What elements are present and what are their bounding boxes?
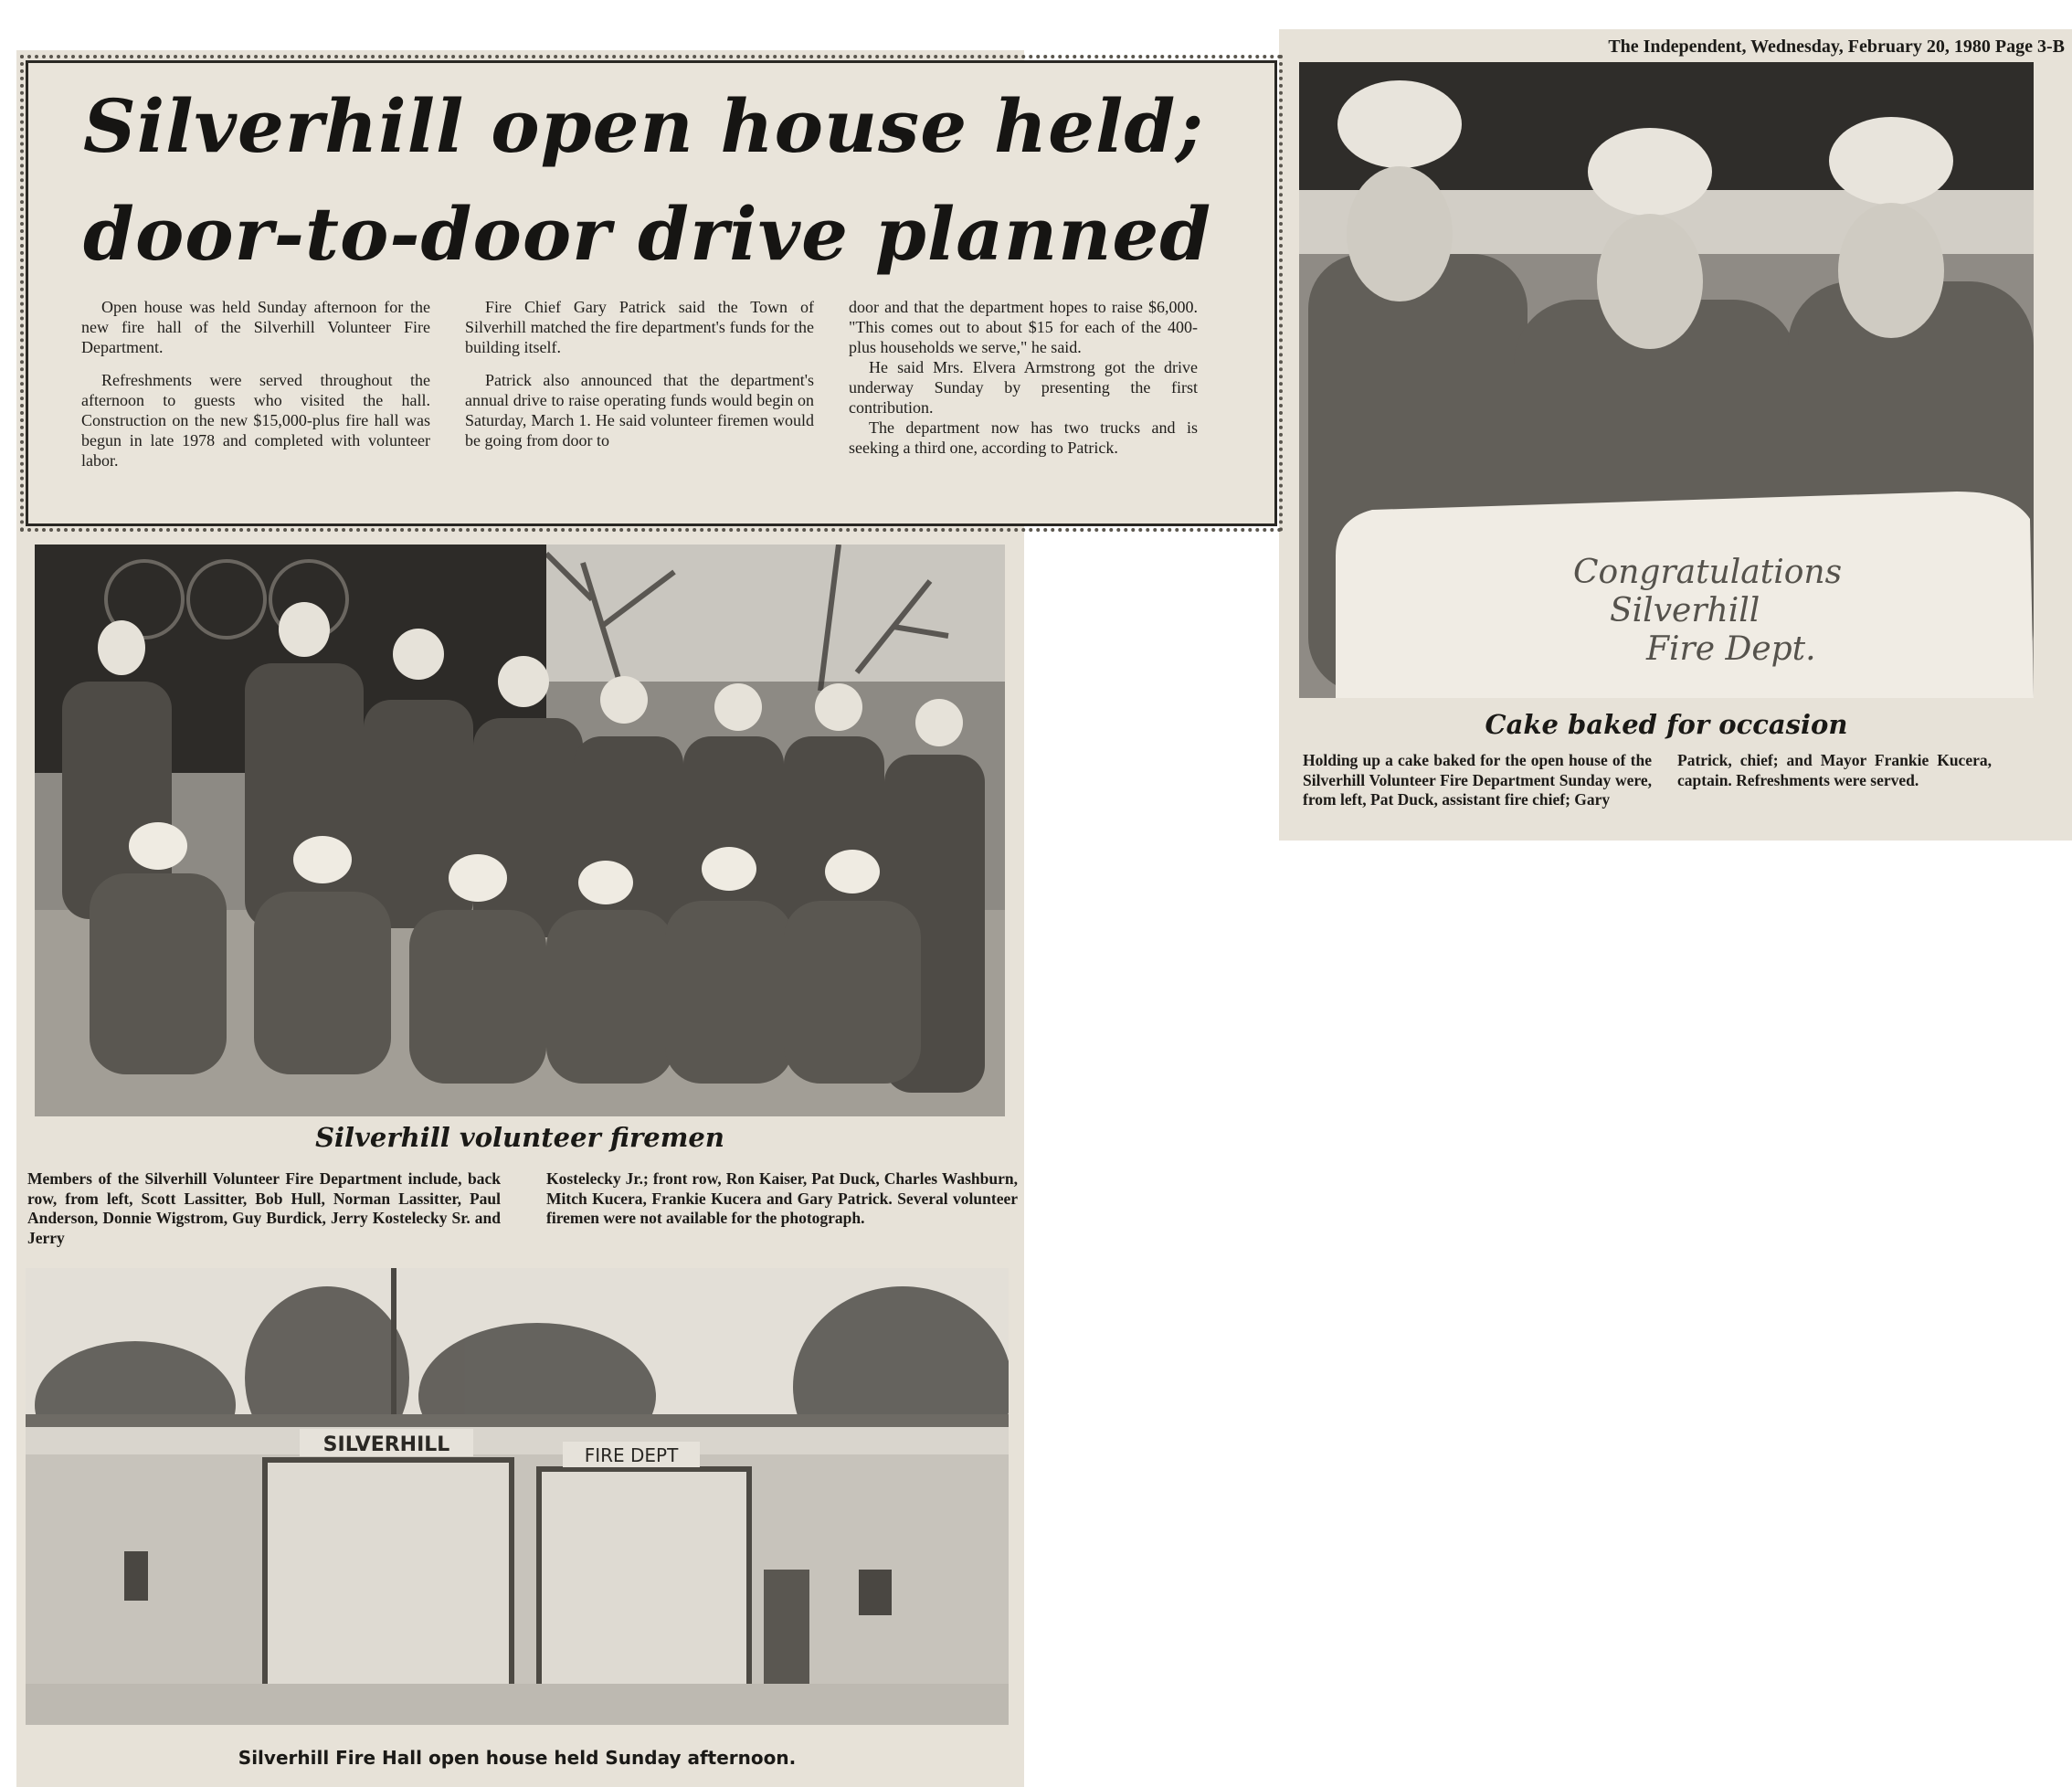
article-paragraph: Patrick also announced that the department's annual drive to raise operating funds would begin on Saturday, March 1. He said volunteer firemen would be going from door to xyxy=(465,371,814,449)
article-column-3 xyxy=(849,297,1198,458)
article-paragraph: He said Mrs. Elvera Armstrong got the drive underway Sunday by presenting the first contribution. xyxy=(849,358,1198,417)
fire-hall-photo xyxy=(26,1268,1009,1725)
cake-inscription-line-1: Congratulations xyxy=(1573,554,1843,591)
article-paragraph: Fire Chief Gary Patrick said the Town of Silverhill matched the fire department's funds for the building itself. xyxy=(465,298,814,356)
headline-line-2: door-to-door drive planned xyxy=(83,191,1212,277)
masthead-dateline: The Independent, Wednesday, February 20, 1980 Page 3-B xyxy=(1608,37,2065,57)
cake-caption-column-2: Patrick, chief; and Mayor Frankie Kucera, captain. Refreshments were served. xyxy=(1677,751,1992,789)
article-paragraph: The department now has two trucks and is seeking a third one, according to Patrick. xyxy=(849,418,1198,457)
firemen-photo-title: Silverhill volunteer firemen xyxy=(315,1122,724,1153)
cake-photo xyxy=(1299,62,2034,698)
cake-photo-title: Cake baked for occasion xyxy=(1485,709,1848,740)
article-column-2 xyxy=(465,297,814,450)
article-paragraph: Refreshments were served throughout the afternoon to guests who visited the hall. Construction on the new $15,000-plus fire hall was begun in late 1978 and completed with volunteer labor. xyxy=(81,371,430,470)
article-column-1 xyxy=(81,297,430,471)
hall-sign-fire-dept: FIRE DEPT xyxy=(584,1444,679,1466)
hall-sign-silverhill: SILVERHILL xyxy=(322,1433,450,1456)
cake-inscription-line-3: Fire Dept. xyxy=(1646,630,1816,668)
firemen-caption-column-1: Members of the Silverhill Volunteer Fire Department include, back row, from left, Scott Lassitter, Bob Hull, Norman Lassitter, Paul Anderson, Donnie Wigstrom, Guy Burdick, Jerry Kostelecky Sr. and Jerry xyxy=(27,1169,501,1247)
headline-line-1: Silverhill open house held; xyxy=(83,83,1204,169)
cake-inscription-line-2: Silverhill xyxy=(1610,592,1760,629)
firemen-caption-column-2: Kostelecky Jr.; front row, Ron Kaiser, Pat Duck, Charles Washburn, Mitch Kucera, Frankie Kucera and Gary Patrick. Several volunteer firemen were not available for the photograph. xyxy=(546,1169,1018,1227)
cake-caption-column-1: Holding up a cake baked for the open house of the Silverhill Volunteer Fire Department Sunday were, from left, Pat Duck, assistant fire chief; Gary xyxy=(1303,751,1652,809)
fire-hall-caption: Silverhill Fire Hall open house held Sunday afternoon. xyxy=(238,1747,797,1769)
article-paragraph: Open house was held Sunday afternoon for the new fire hall of the Silverhill Volunteer Fire Department. xyxy=(81,298,430,356)
firemen-group-photo xyxy=(35,545,1005,1116)
headline-article-box xyxy=(26,60,1277,526)
article-paragraph: door and that the department hopes to raise $6,000. "This comes out to about $15 for each of the 400-plus households we serve," he said. xyxy=(849,298,1198,356)
